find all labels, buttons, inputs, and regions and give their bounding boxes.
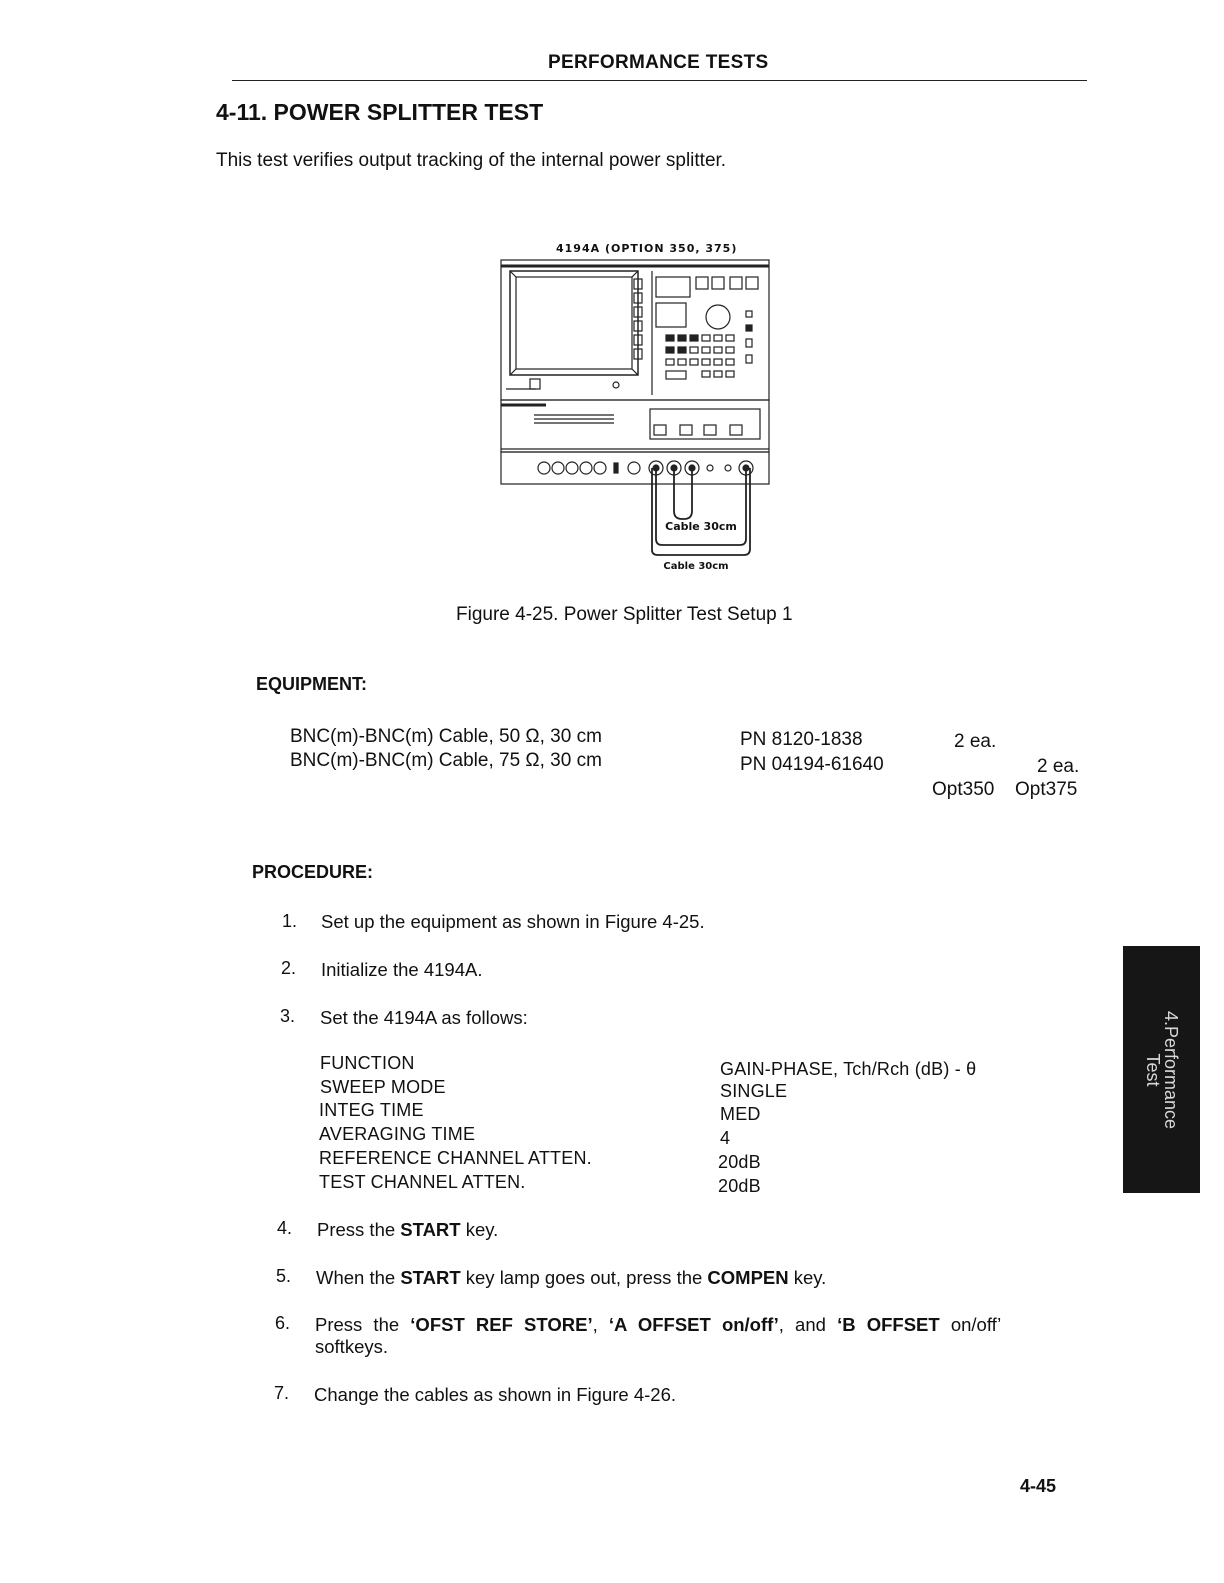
step-text: Press the ‘OFST REF STORE’, ‘A OFFSET on/off’, and ‘B OFFSET on/off’: [315, 1314, 1002, 1335]
equipment-heading: EQUIPMENT:: [256, 674, 368, 694]
running-head: PERFORMANCE TESTS: [548, 52, 769, 73]
step-number: 5.: [276, 1266, 292, 1286]
step-text: Press the START key.: [317, 1219, 499, 1240]
step-text-continued: softkeys.: [315, 1336, 388, 1357]
procedure-heading: PROCEDURE:: [252, 862, 374, 882]
setting-value: SINGLE: [720, 1081, 788, 1101]
softkey-name: ‘OFST REF STORE’: [410, 1314, 593, 1335]
setting-name: AVERAGING TIME: [319, 1124, 476, 1144]
equipment-item-name: BNC(m)-BNC(m) Cable, 75 Ω, 30 cm: [290, 750, 602, 771]
header-rule: [232, 80, 1087, 81]
step-number: 2.: [281, 958, 297, 978]
equipment-item-pn: PN 8120-1838: [740, 729, 863, 750]
softkey-name: ‘B OFFSET: [837, 1314, 940, 1335]
section-title: 4-11. POWER SPLITTER TEST: [216, 99, 544, 125]
setting-value: 20dB: [718, 1176, 761, 1196]
setting-name: FUNCTION: [320, 1053, 415, 1073]
intro-paragraph: This test verifies output tracking of the internal power splitter.: [216, 150, 727, 171]
setting-name: INTEG TIME: [319, 1100, 424, 1120]
figure-instrument-label: 4194A (OPTION 350, 375): [556, 242, 738, 255]
key-name: START: [400, 1219, 461, 1240]
figure-caption: Figure 4-25. Power Splitter Test Setup 1: [456, 604, 793, 625]
instrument-setup-diagram: [496, 255, 776, 575]
setting-value: GAIN-PHASE, Tch/Rch (dB) - θ: [720, 1059, 977, 1079]
key-name: START: [400, 1267, 461, 1288]
step-number: 3.: [280, 1006, 296, 1026]
setting-name: TEST CHANNEL ATTEN.: [319, 1172, 526, 1192]
outer-cable-label: Cable 30cm: [663, 561, 729, 572]
key-name: COMPEN: [707, 1267, 789, 1288]
step-text: Set the 4194A as follows:: [320, 1007, 528, 1028]
setting-name: REFERENCE CHANNEL ATTEN.: [319, 1148, 592, 1168]
softkey-name: ‘A OFFSET on/off’: [608, 1314, 779, 1335]
equipment-item-pn: PN 04194-61640: [740, 754, 884, 775]
setting-value: 4: [720, 1128, 731, 1148]
equipment-item-qty: 2 ea.: [1037, 756, 1080, 777]
setting-value: 20dB: [718, 1152, 761, 1172]
step-text: When the START key lamp goes out, press the COMPEN key.: [316, 1267, 827, 1288]
inner-cable-label: Cable 30cm: [665, 520, 737, 533]
equipment-item-qty: 2 ea.: [954, 731, 997, 752]
step-text: Set up the equipment as shown in Figure 4-25.: [321, 911, 705, 932]
equipment-item-name: BNC(m)-BNC(m) Cable, 50 Ω, 30 cm: [290, 726, 602, 747]
step-text: Initialize the 4194A.: [321, 959, 483, 980]
chapter-tab-line: Test: [1142, 1052, 1163, 1086]
equipment-option: Opt350: [932, 779, 995, 800]
equipment-option: Opt375: [1015, 779, 1078, 800]
step-number: 6.: [275, 1313, 291, 1333]
step-text: Change the cables as shown in Figure 4-26.: [314, 1384, 676, 1405]
step-number: 7.: [274, 1383, 290, 1403]
page-number: 4-45: [1020, 1476, 1057, 1496]
setting-value: MED: [720, 1104, 761, 1124]
chapter-thumb-tab: [1123, 946, 1200, 1193]
step-number: 4.: [277, 1218, 293, 1238]
chapter-tab-line: 4.Performance: [1160, 1010, 1181, 1129]
setting-name: SWEEP MODE: [320, 1077, 446, 1097]
step-number: 1.: [282, 911, 298, 931]
